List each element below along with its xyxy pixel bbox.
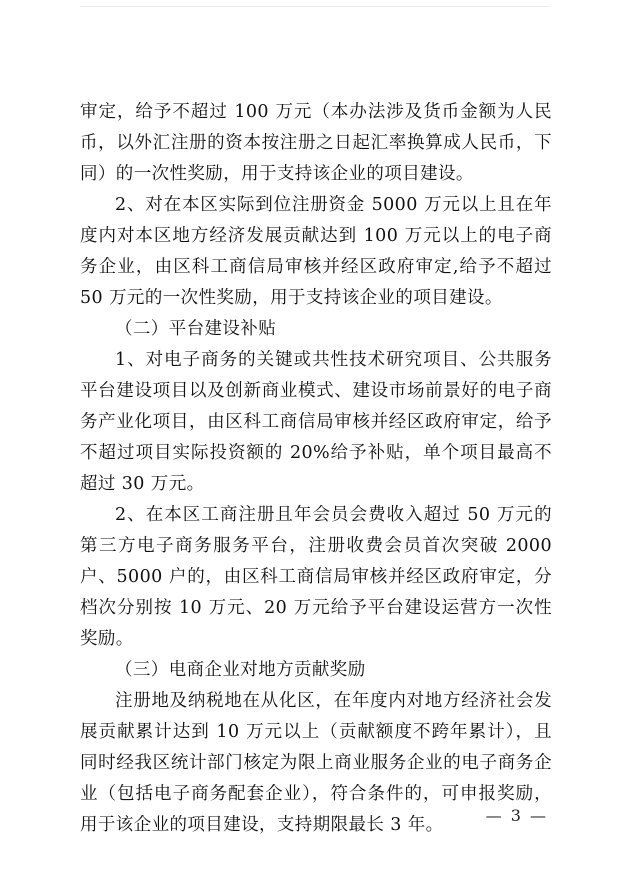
document-body [80, 97, 552, 841]
section-heading-local-contribution: （三）电商企业对地方贡献奖励 [115, 660, 366, 680]
section-heading-platform-subsidy: （二）平台建设补贴 [115, 319, 277, 339]
top-divider [80, 6, 550, 7]
paragraph-continuation: 审定，给予不超过 100 万元（本办法涉及货币金额为人民币，以外汇注册的资本按注册之日起汇率换算成人民币，下同）的一次性奖励，用于支持该企业的项目建设。 [80, 102, 552, 184]
page-number: — 3 — [485, 806, 548, 825]
paragraph-local-contribution: 注册地及纳税地在从化区，在年度内对地方经济社会发展贡献累计达到 10 万元以上（贡献额度不跨年累计），且同时经我区统计部门核定为限上商业服务企业的电子商务企业（包括电子商务配套企业），符合条件的，可申报奖励，用于该企业的项目建设，支持期限最长 3 年。 [80, 691, 552, 835]
paragraph-platform-item-1: 1、对电子商务的关键或共性技术研究项目、公共服务平台建设项目以及创新商业模式、建设市场前景好的电子商务产业化项目，由区科工商信局审核并经区政府审定，给予不超过项目实际投资额的 20%给予补贴，单个项目最高不超过 30 万元。 [80, 350, 552, 494]
paragraph-item-2: 2、对在本区实际到位注册资金 5000 万元以上且在年度内对本区地方经济发展贡献达到 100 万元以上的电子商务企业，由区科工商信局审核并经区政府审定,给予不超过 50 万元的一次性奖励，用于支持该企业的项目建设。 [80, 195, 552, 308]
paragraph-platform-item-2: 2、在本区工商注册且年会员会费收入超过 50 万元的第三方电子商务服务平台，注册收费会员首次突破 2000 户、5000 户的，由区科工商信局审核并经区政府审定，分档次分别按 10 万元、20 万元给予平台建设运营方一次性奖励。 [80, 505, 552, 649]
